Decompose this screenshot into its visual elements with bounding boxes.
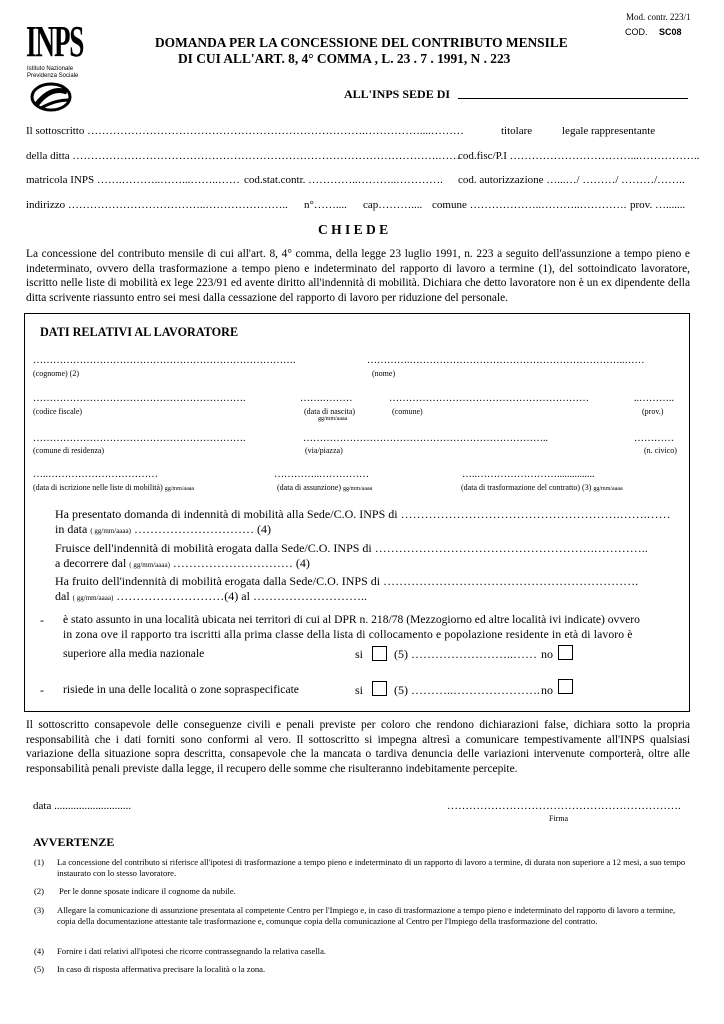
note-3-text: Allegare la comunicazione di assunzione presentata al competente Centro per l'Impiego e, in caso di trasformazione a tempo pieno e indeterminato del rapporto di lavoro a termine, copia della documentazione attestante tale trasformazione e, comunque copia della comunicazione al Centro per l'Impiego della trasformazione del contratto.	[57, 905, 676, 926]
nome-label: (nome)	[372, 369, 396, 378]
cap-field[interactable]: cap………....	[363, 199, 423, 211]
sede-input-line[interactable]	[458, 98, 688, 99]
note-4-number: (4)	[34, 946, 45, 956]
condizione-1-riga-2: in zona ove il rapporto tra iscritti alla prima classe della lista di collocamento e popolazione residente in età di lavoro è	[63, 628, 633, 641]
mobilita-domanda-data[interactable]: in data ( gg/mm/aaaa) ………………………… (4)	[55, 522, 271, 536]
civico-input[interactable]: …………	[634, 433, 674, 444]
condizione-1-dash: -	[40, 613, 44, 627]
form-cod-label: COD.	[625, 27, 648, 37]
cognome-input[interactable]: …………………………………………………………………….	[33, 355, 296, 366]
sede-label: ALL'INPS SEDE DI	[344, 87, 451, 101]
title-line-2: DI CUI ALL'ART. 8, 4° COMMA , L. 23 . 7 . 1991, N . 223	[178, 51, 511, 66]
note-2-number: (2)	[34, 886, 45, 896]
condizione-2-no-checkbox[interactable]	[558, 679, 573, 694]
comune-nascita-input[interactable]: ……………………………………………………	[389, 393, 589, 404]
mobilita-domanda-sede[interactable]: Ha presentato domanda di indennità di mobilità alla Sede/C.O. INPS di ……………………………………………….…….……	[55, 507, 671, 521]
data-trasformazione-label: (data di trasformazione del contratto) (3) gg/mm/aaaa	[461, 483, 623, 492]
condizione-2-no-label: no	[541, 683, 553, 697]
data-assunzione-format: gg/mm/aaaa	[342, 486, 373, 492]
avvertenze-heading: AVVERTENZE	[33, 835, 115, 849]
chiede-heading: C H I E D E	[318, 222, 389, 237]
prov-field[interactable]: prov. ….......	[630, 199, 686, 211]
condizione-2-dash: -	[40, 683, 44, 697]
matricola-field[interactable]: matricola INPS …….………..……...……..……	[26, 174, 240, 186]
note-2-text: Per le donne sposate indicare il cognome da nubile.	[59, 886, 236, 896]
codfisc-field[interactable]: cod.fisc/P.I ……………………………...……………..	[458, 150, 700, 162]
titolare-option[interactable]: titolare	[501, 125, 533, 137]
prov-nascita-input[interactable]: ..………..	[634, 393, 674, 404]
mobilita-fruisce-sede[interactable]: Fruisce dell'indennità di mobilità erogata dalla Sede/C.O. INPS di ……………………………………………….…………..	[55, 541, 648, 555]
request-paragraph: La concessione del contributo mensile di cui all'art. 8, 4° comma, della legge 23 luglio 1991, n. 223 a seguito dell'assunzione a tempo pieno e indeterminato, ovvero della trasformazione a tempo pieno e indeterminato del rapporto di lavoro a termine (1), del sottoindicato lavoratore, iscritto nelle liste di mobilità ex lege 223/91 ed avente diritto all'indennità di mobilità. Dichiara che detto lavoratore non è un ex dipendente della ditta scrivente riassunto entro sei mesi dalla cessazione del rapporto di lavoro per riduzione del personale.	[26, 248, 690, 304]
nome-input[interactable]: ………….………………………………………………………..……	[367, 355, 645, 366]
ditta-field[interactable]: della ditta ……………………………………………………………………………………….……	[26, 150, 461, 162]
data-iscrizione-format: gg/mm/aaaa	[164, 486, 195, 492]
condizione-1-si-label: si	[355, 647, 364, 661]
data-iscrizione-label: (data di iscrizione nelle liste di mobilità) gg/mm/aaaa	[33, 483, 195, 492]
condizione-1-riga-1: è stato assunto in una località ubicata nei territori di cui al DPR n. 218/78 (Mezzogiorno ed altre località ivi indicate) ovvero	[63, 613, 640, 626]
condizione-2-testo: risiede in una delle località o zone sopraspecificate	[63, 683, 299, 696]
logo-subtitle-1: Istituto Nazionale	[27, 66, 74, 72]
codaut-field[interactable]: cod. autorizzazione …...…/ ………/ ………/……..	[458, 174, 685, 186]
title-line-1: DOMANDA PER LA CONCESSIONE DEL CONTRIBUTO MENSILE	[155, 35, 568, 50]
numero-field[interactable]: n°……....	[304, 199, 347, 211]
residenza-input[interactable]: ……………………………………………………….	[33, 433, 246, 444]
note-3-number: (3)	[34, 905, 45, 915]
civico-label: (n. civico)	[644, 446, 677, 455]
firma-field[interactable]: ……………………………………………………….	[447, 800, 681, 812]
form-model-code: Mod. contr. 223/1	[626, 12, 691, 22]
comune-nascita-label: (comune)	[392, 407, 423, 416]
data-assunzione-input[interactable]: …………..……………	[274, 469, 369, 480]
logo-subtitle-2: Previdenza Sociale	[27, 73, 79, 79]
data-nascita-format: gg/mm/aaaa	[318, 416, 348, 422]
note-5-number: (5)	[34, 964, 45, 974]
mobilita-fruisce-data[interactable]: a decorrere dal ( gg/mm/aaaa) ………………………… (4)	[55, 556, 310, 570]
codice-fiscale-input[interactable]: ……………………………………………………….	[33, 393, 246, 404]
condizione-1-riga-3: superiore alla media nazionale	[63, 647, 205, 660]
condizione-1-localita[interactable]: (5) ……………………..……	[394, 647, 537, 661]
data-iscrizione-input[interactable]: …..……………………………	[33, 469, 158, 480]
logo-emblem-icon	[29, 82, 73, 112]
codstat-field[interactable]: cod.stat.contr. …………..………..………….	[244, 174, 443, 186]
logo-wordmark: INPS	[26, 17, 84, 66]
mobilita-fruito-periodo[interactable]: dal ( gg/mm/aaaa) ………………………(4) al ………………………..	[55, 589, 367, 603]
form-cod-value: SC08	[659, 27, 682, 37]
firma-label: Firma	[549, 814, 569, 823]
condizione-2-si-checkbox[interactable]	[372, 681, 387, 696]
declaration-paragraph: Il sottoscritto consapevole delle conseguenze civili e penali previste per coloro che rendono dichiarazioni false, dichiara sotto la propria responsabilità che i dati forniti sono conformi al vero. Il sottoscritto si impegna altresì a comunicare tempestivamente all'INPS qualsiasi variazione della situazione sopra descritta, consapevole che la mancata o tardiva denuncia delle variazioni intervenute comporterà, oltre alle responsabilità penali previste dalla legge, il recupero delle somme che risulteranno indebitamente percepite.	[26, 719, 690, 775]
note-1-number: (1)	[34, 857, 45, 867]
mobilita-fruito-sede[interactable]: Ha fruito dell'indennità di mobilità erogata dalla Sede/C.O. INPS di ……………………………………………………….	[55, 574, 639, 588]
worker-heading: DATI RELATIVI AL LAVORATORE	[40, 325, 239, 339]
data-trasformazione-input[interactable]: …..……………………...............	[462, 469, 595, 480]
sottoscritto-field[interactable]: Il sottoscritto ………………………………………………………………….……………....………	[26, 125, 464, 137]
indirizzo-field[interactable]: indirizzo ………………………………..…………………..	[26, 199, 288, 211]
condizione-2-localita[interactable]: (5) ………..………………….	[394, 683, 540, 697]
data-nascita-input[interactable]: …….………	[300, 393, 353, 404]
note-1-text: La concessione del contributo si riferisce all'ipotesi di trasformazione a tempo pieno e indeterminato di un rapporto di lavoro a termine, di durata non superiore a 12 mesi, a suo tempo instaurato con lo stesso lavoratore.	[57, 857, 686, 878]
via-label: (via/piazza)	[305, 446, 343, 455]
legale-option[interactable]: legale rappresentante	[562, 125, 656, 137]
comune-field[interactable]: comune ………………..………..………….	[432, 199, 627, 211]
residenza-label: (comune di residenza)	[33, 446, 105, 455]
inps-logo	[26, 17, 86, 116]
data-nascita-label: (data di nascita)	[304, 407, 356, 416]
condizione-1-no-label: no	[541, 647, 553, 661]
data-assunzione-label: (data di assunzione) gg/mm/aaaa	[277, 483, 373, 492]
data-trasformazione-format: gg/mm/aaaa	[593, 486, 623, 492]
data-firma-field[interactable]: data ............................	[33, 800, 132, 812]
condizione-2-si-label: si	[355, 683, 364, 697]
via-input[interactable]: ………………………………………………………………..	[303, 433, 548, 444]
codice-fiscale-label: (codice fiscale)	[33, 407, 83, 416]
note-4-text: Fornire i dati relativi all'ipotesi che ricorre contrassegnando la relativa casella.	[57, 946, 327, 956]
cognome-label: (cognome) (2)	[33, 369, 79, 378]
condizione-1-no-checkbox[interactable]	[558, 645, 573, 660]
note-5-text: In caso di risposta affermativa precisare la località o la zona.	[57, 964, 266, 974]
prov-nascita-label: (prov.)	[642, 407, 664, 416]
condizione-1-si-checkbox[interactable]	[372, 646, 387, 661]
